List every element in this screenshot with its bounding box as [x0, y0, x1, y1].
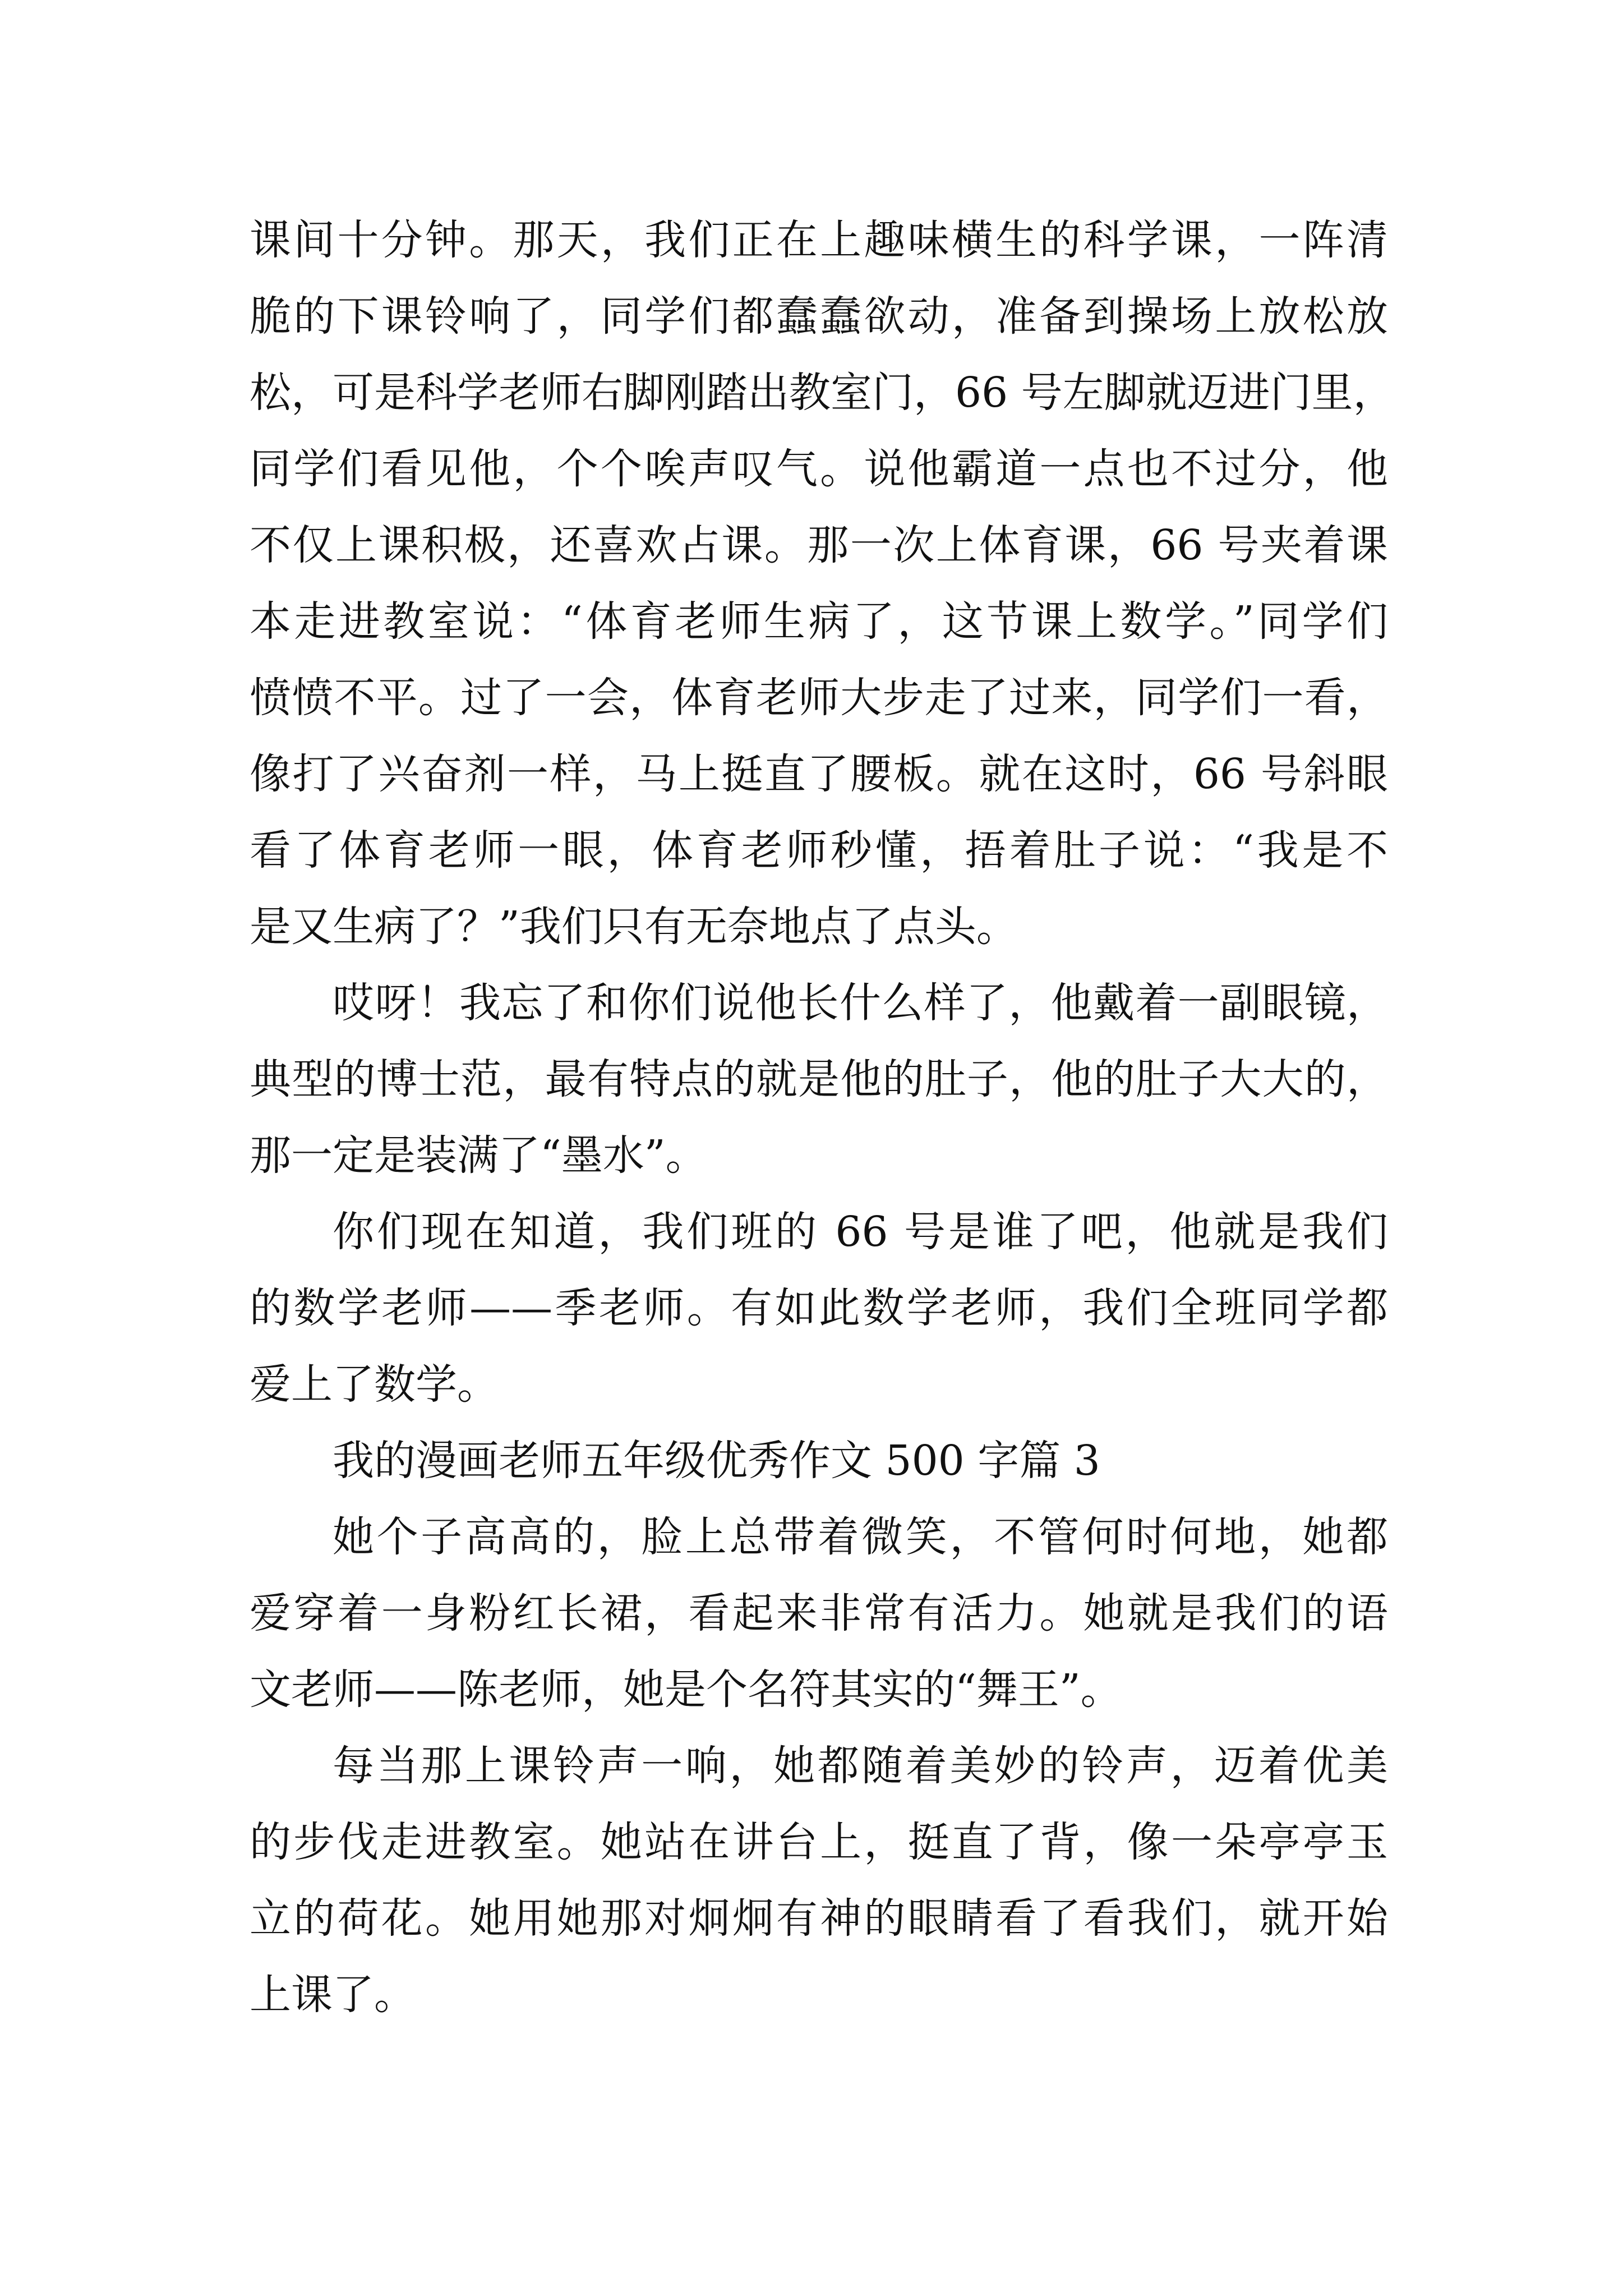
text-line: 本走进教室说：“体育老师生病了，这节课上数学。”同学们: [250, 597, 1388, 646]
text-line: 那一定是装满了“墨水”。: [250, 1131, 707, 1180]
text-line: 立的荷花。她用她那对炯炯有神的眼睛看了看我们，就开始: [250, 1894, 1388, 1943]
paragraph: [250, 965, 1388, 1194]
text-line: 文老师——陈老师，她是个名符其实的“舞王”。: [250, 1665, 1122, 1714]
text-line: 爱穿着一身粉红长裙，看起来非常有活力。她就是我们的语: [250, 1589, 1388, 1637]
text-line: 脆的下课铃响了，同学们都蠢蠢欲动，准备到操场上放松放: [250, 292, 1388, 341]
paragraph: [250, 1194, 1388, 1423]
text-line: 她个子高高的，脸上总带着微笑，不管何时何地，她都: [333, 1513, 1388, 1561]
text-line: 每当那上课铃声一响，她都随着美妙的铃声，迈着优美: [333, 1742, 1388, 1790]
text-line: 的步伐走进教室。她站在讲台上，挺直了背，像一朵亭亭玉: [250, 1818, 1388, 1866]
text-line: 爱上了数学。: [250, 1360, 499, 1409]
text-line: 松，可是科学老师右脚刚踏出教室门，66 号左脚就迈进门里，: [250, 369, 1395, 417]
paragraph: [250, 1728, 1388, 2033]
text-line: 是又生病了？”我们只有无奈地点了点头。: [250, 903, 1018, 951]
text-line: 课间十分钟。那天，我们正在上趣味横生的科学课，一阵清: [250, 216, 1388, 264]
paragraph: [250, 202, 1395, 965]
text-line: 同学们看见他，个个唉声叹气。说他霸道一点也不过分，他: [250, 445, 1388, 493]
text-line: 哎呀！我忘了和你们说他长什么样了，他戴着一副眼镜，: [333, 979, 1388, 1027]
text-line: 的数学老师——季老师。有如此数学老师，我们全班同学都: [250, 1284, 1388, 1332]
text-line: 愤愤不平。过了一会，体育老师大步走了过来，同学们一看，: [250, 674, 1388, 722]
section-heading: [250, 1423, 1388, 1499]
paragraph: [250, 1499, 1388, 1728]
text-line: 看了体育老师一眼，体育老师秒懂，捂着肚子说：“我是不: [250, 826, 1388, 875]
text-line: 不仅上课积极，还喜欢占课。那一次上体育课，66 号夹着课: [250, 521, 1388, 569]
text-line: 典型的博士范，最有特点的就是他的肚子，他的肚子大大的，: [250, 1055, 1388, 1103]
document-body: [250, 202, 1395, 2033]
text-line: 像打了兴奋剂一样，马上挺直了腰板。就在这时，66 号斜眼: [250, 750, 1388, 798]
heading-text: 我的漫画老师五年级优秀作文 500 字篇 3: [333, 1437, 1100, 1485]
text-line: 你们现在知道，我们班的 66 号是谁了吧，他就是我们: [333, 1208, 1388, 1256]
text-line: 上课了。: [250, 1971, 416, 2019]
